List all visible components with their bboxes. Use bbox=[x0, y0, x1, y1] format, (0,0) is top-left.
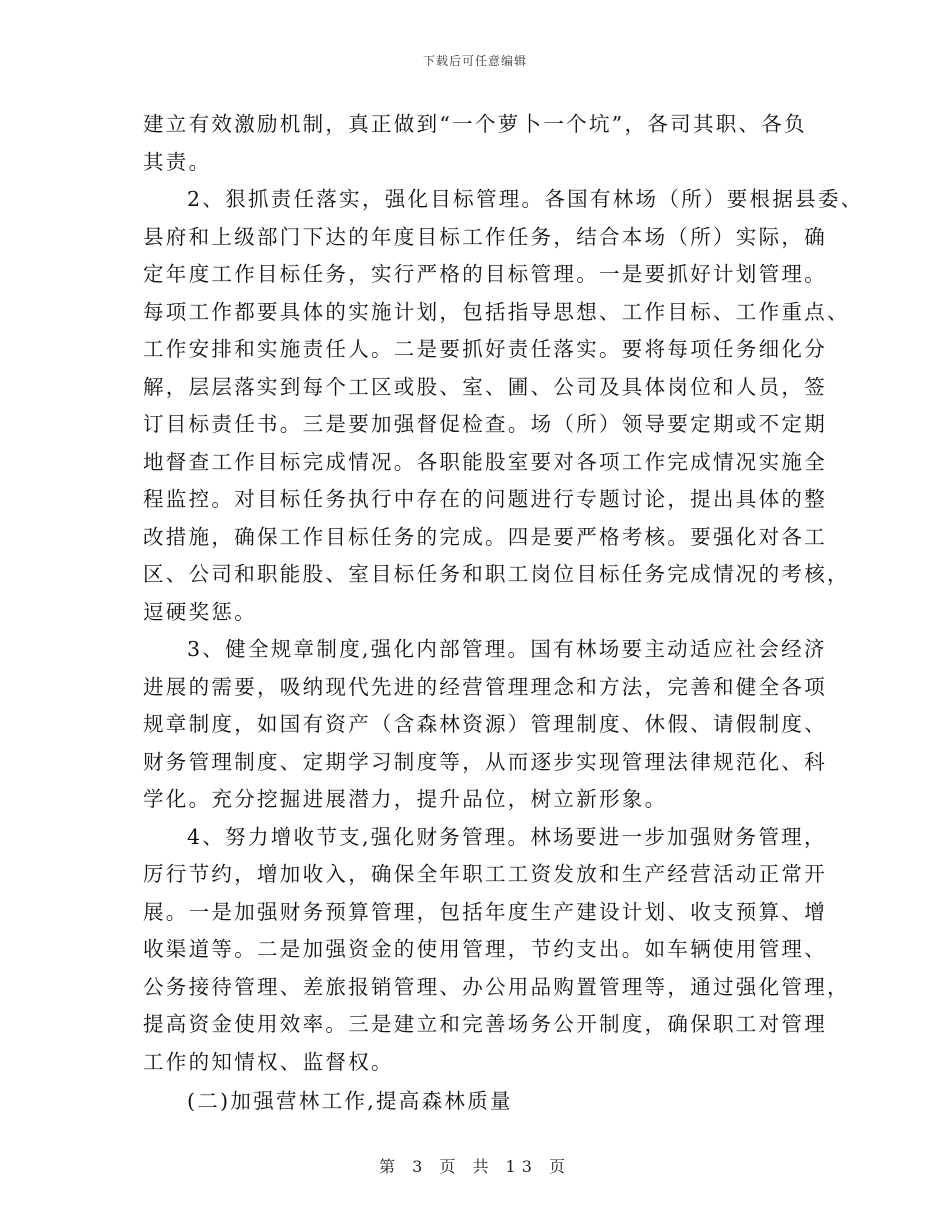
paragraph-3-start: 3、健全规章制度,强化内部管理。国有林场要主动适应社会经济 bbox=[187, 637, 827, 661]
body-line: 每项工作都要具体的实施计划，包括指导思想、工作目标、工作重点、 bbox=[143, 299, 850, 324]
body-line: 区、公司和职能股、室目标任务和职工岗位目标任务完成情况的考核， bbox=[143, 562, 850, 586]
body-line: 建立有效激励机制，真正做到“一个萝卜一个坑”，各司其职、各负 bbox=[143, 112, 807, 136]
body-line: 程监控。对目标任务执行中存在的问题进行专题讨论，提出具体的整 bbox=[143, 487, 827, 511]
body-line: 定年度工作目标任务，实行严格的目标管理。一是要抓好计划管理。 bbox=[143, 262, 827, 286]
paragraph-2-start: 2、狠抓责任落实，强化目标管理。各国有林场（所）要根据县委、 bbox=[187, 187, 864, 211]
body-line: 进展的需要，吸纳现代先进的经营管理理念和方法，完善和健全各项 bbox=[143, 674, 827, 699]
body-line: 工作安排和实施责任人。二是要抓好责任落实。要将每项任务细化分 bbox=[143, 337, 827, 361]
body-line: 学化。充分挖掘进展潜力，提升品位，树立新形象。 bbox=[143, 787, 668, 811]
body-line: 解，层层落实到每个工区或股、室、圃、公司及具体岗位和人员，签 bbox=[143, 374, 827, 399]
body-line: 厉行节约，增加收入，确保全年职工工资发放和生产经营活动正常开 bbox=[143, 862, 827, 886]
body-line: 逗硬奖惩。 bbox=[143, 599, 257, 624]
page-footer: 第 3 页 共 13 页 bbox=[379, 1157, 571, 1176]
body-line: 县府和上级部门下达的年度目标工作任务，结合本场（所）实际，确 bbox=[143, 224, 827, 249]
body-line: 规章制度，如国有资产（含森林资源）管理制度、休假、请假制度、 bbox=[143, 712, 827, 736]
body-line: 订目标责任书。三是要加强督促检查。场（所）领导要定期或不定期 bbox=[143, 412, 827, 436]
body-line: 地督查工作目标完成情况。各职能股室要对各项工作完成情况实施全 bbox=[143, 449, 827, 474]
document-body bbox=[143, 106, 864, 1121]
body-line: 提高资金使用效率。三是建立和完善场务公开制度，确保职工对管理 bbox=[143, 1012, 827, 1036]
body-line: 财务管理制度、定期学习制度等，从而逐步实现管理法律规范化、科 bbox=[143, 749, 827, 774]
body-line: 工作的知情权、监督权。 bbox=[143, 1049, 394, 1074]
body-line: 收渠道等。二是加强资金的使用管理，节约支出。如车辆使用管理、 bbox=[143, 937, 827, 961]
body-line: 其责。 bbox=[143, 149, 212, 174]
body-line: 改措施，确保工作目标任务的完成。四是要严格考核。要强化对各工 bbox=[143, 524, 827, 549]
header-note: 下载后可任意编辑 bbox=[422, 54, 527, 68]
body-line: 展。一是加强财务预算管理，包括年度生产建设计划、收支预算、增 bbox=[143, 899, 827, 924]
section-heading: (二)加强营林工作,提高森林质量 bbox=[187, 1089, 513, 1113]
body-line: 公务接待管理、差旅报销管理、办公用品购置管理等，通过强化管理， bbox=[143, 974, 850, 999]
paragraph-4-start: 4、努力增收节支,强化财务管理。林场要进一步加强财务管理， bbox=[187, 824, 827, 849]
